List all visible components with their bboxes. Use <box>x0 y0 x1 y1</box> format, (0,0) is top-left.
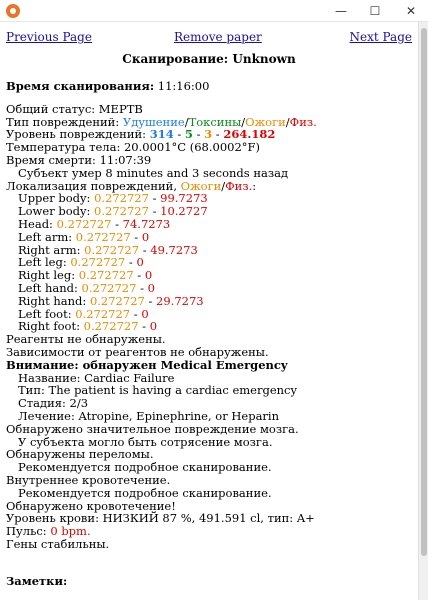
previous-page-link[interactable]: Previous Page <box>6 30 92 44</box>
dash: - <box>125 255 137 270</box>
limb-list <box>6 192 412 333</box>
limb-burn-value: 0.272727 <box>81 280 137 295</box>
limb-name: Left hand: <box>18 280 82 295</box>
dash: - <box>139 242 151 257</box>
localization-label: Локализация повреждений, <box>6 178 181 193</box>
limb-phys-value: 29.7273 <box>156 293 204 308</box>
burns-label: Ожоги <box>180 178 222 193</box>
disease-stage: Стадия: 2/3 <box>18 396 89 411</box>
pulse-value: 0 bpm. <box>50 524 91 539</box>
dash: - <box>148 204 161 219</box>
dash: - <box>130 306 142 321</box>
limb-phys-value: 49.7273 <box>150 242 198 257</box>
fractures: Обнаружены переломы. <box>6 447 154 462</box>
phys-label: Физ. <box>289 114 317 129</box>
limb-phys-value: 0 <box>147 280 155 295</box>
disease-cure: Лечение: Atropine, Epinephrine, or Heparin <box>18 408 280 423</box>
bleeding-detected: Обнаружено кровотечение! <box>6 498 176 513</box>
suffocation-label: Удушение <box>122 114 185 129</box>
scan-time-value: 11:16:00 <box>157 79 210 93</box>
limb-burn-value: 0.272727 <box>94 191 149 206</box>
maximize-button[interactable]: ☐ <box>369 4 381 18</box>
burns-value: 3 <box>204 127 213 142</box>
genes-status: Гены стабильны. <box>6 536 110 551</box>
limb-burn-value: 0.272727 <box>56 216 112 231</box>
limb-phys-value: 0 <box>149 319 158 334</box>
body-temperature: Температура тела: 20.0001°C (68.0002°F) <box>6 140 260 155</box>
toxins-label: Токсины <box>188 114 242 129</box>
limb-name: Left arm: <box>18 229 76 244</box>
limb-burn-value: 0.272727 <box>83 319 139 334</box>
title-bar <box>0 0 428 22</box>
dash: - <box>144 293 157 308</box>
limb-phys-value: 0 <box>141 306 149 321</box>
scan-time <box>6 80 412 93</box>
died-ago: Субъект умер 8 minutes and 3 seconds назад <box>18 165 289 180</box>
limb-burn-value: 0.272727 <box>70 255 126 270</box>
dash: - <box>133 268 145 283</box>
limb-phys-value: 99.7273 <box>160 191 208 206</box>
disease-type: Тип: The patient is having a cardiac emergency <box>18 383 297 398</box>
page-title: Сканирование: Unknown <box>122 52 296 66</box>
medical-emergency-warning: Внимание: обнаружен Medical Emergency <box>6 357 288 372</box>
limb-phys-value: 0 <box>141 229 150 244</box>
colon: : <box>252 178 257 193</box>
limb-burn-value: 0.272727 <box>84 242 140 257</box>
pulse-label: Пульс: <box>6 524 51 539</box>
phys-label: Физ. <box>225 178 253 193</box>
limb-burn-value: 0.272727 <box>75 306 131 321</box>
concussion-note: У субъекта могло быть сотрясение мозга. <box>18 434 273 449</box>
limb-name: Right arm: <box>18 242 85 257</box>
separator: / <box>285 114 290 129</box>
limb-name: Upper body: <box>18 191 95 206</box>
scan-recommendation: Рекомендуется подробное сканирование. <box>18 460 272 475</box>
limb-phys-value: 74.7273 <box>122 216 171 231</box>
close-button[interactable]: ✕ <box>405 4 417 18</box>
dash: - <box>136 280 148 295</box>
limb-name: Right leg: <box>18 268 79 283</box>
scan-report <box>0 22 418 600</box>
vertical-scrollbar[interactable] <box>418 22 428 600</box>
toxins-value: 5 <box>184 127 193 142</box>
limb-name: Left foot: <box>18 306 76 321</box>
scan-time-label: Время сканирования: <box>6 79 155 93</box>
dash: - <box>192 127 205 142</box>
limb-burn-value: 0.272727 <box>94 204 149 219</box>
dash: - <box>148 191 161 206</box>
time-of-death: Время смерти: 11:07:39 <box>6 152 152 167</box>
limb-name: Head: <box>18 216 57 231</box>
burns-label: Ожоги <box>245 114 286 129</box>
internal-bleeding: Внутреннее кровотечение. <box>6 472 171 487</box>
limb-name: Right hand: <box>18 293 90 308</box>
pulse <box>6 525 412 538</box>
limb-burn-value: 0.272727 <box>89 293 145 308</box>
limb-name: Right foot: <box>18 319 84 334</box>
limb-phys-value: 0 <box>136 255 144 270</box>
notes-heading: Заметки: <box>6 573 68 588</box>
limb-phys-value: 0 <box>144 268 153 283</box>
addictions-status: Зависимости от реагентов не обнаружены. <box>6 344 269 359</box>
dash: - <box>173 127 185 142</box>
disease-name: Название: Cardiac Failure <box>18 370 175 385</box>
limb-phys-value: 10.2727 <box>160 204 208 219</box>
next-page-link[interactable]: Next Page <box>349 30 412 44</box>
reagents-status: Реагенты не обнаружены. <box>6 332 166 347</box>
paper-nav <box>6 30 412 46</box>
separator: / <box>241 114 246 129</box>
separator: / <box>221 178 226 193</box>
limb-burn-value: 0.272727 <box>75 229 131 244</box>
limb-name: Left leg: <box>18 255 71 270</box>
damage-level-label: Уровень повреждений: <box>6 127 150 142</box>
suffocation-value: 314 <box>149 127 174 142</box>
app-icon <box>6 4 20 18</box>
limb-burn-value: 0.272727 <box>78 268 134 283</box>
scrollbar-thumb[interactable] <box>421 28 427 556</box>
dash: - <box>212 127 224 142</box>
brain-damage: Обнаружено значительное повреждение мозга. <box>6 421 299 436</box>
minimize-button[interactable]: — <box>335 4 347 18</box>
limb-name: Lower body: <box>18 204 95 219</box>
phys-value: 264.182 <box>223 127 276 142</box>
damage-types-label: Тип повреждений: <box>6 114 123 129</box>
remove-paper-link[interactable]: Remove paper <box>174 30 262 44</box>
blood-level: Уровень крови: НИЗКИЙ 87 %, 491.591 cl, тип: A+ <box>6 511 315 526</box>
dash: - <box>138 319 150 334</box>
separator: / <box>184 114 189 129</box>
overall-status: Общий статус: МЕРТВ <box>6 101 143 116</box>
dash: - <box>130 229 142 244</box>
scan-recommendation: Рекомендуется подробное сканирование. <box>18 485 272 500</box>
dash: - <box>111 216 123 231</box>
